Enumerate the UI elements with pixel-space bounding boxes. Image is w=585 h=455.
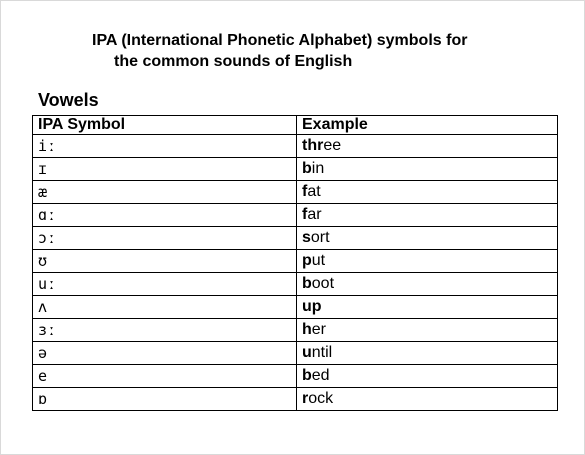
example-rest: ut [311, 252, 326, 269]
example-cell [297, 296, 558, 319]
example-highlight: h [302, 321, 312, 338]
example-cell [297, 227, 558, 250]
header-example: Example [297, 116, 558, 135]
title-line-1: IPA (International Phonetic Alphabet) symbols for [92, 32, 468, 49]
example-rest: ort [310, 229, 330, 246]
example-cell [297, 158, 558, 181]
ipa-symbol-cell: uː [33, 273, 297, 296]
example-highlight: thr [302, 137, 324, 154]
table-row [33, 181, 558, 204]
example-highlight: p [302, 252, 312, 269]
table-row [33, 273, 558, 296]
vowels-table [32, 115, 558, 411]
example-cell [297, 388, 558, 411]
title-line-2: the common sounds of English [114, 53, 353, 70]
ipa-symbol-cell: ɪ [33, 158, 297, 181]
example-highlight: f [302, 183, 308, 200]
table-row [33, 388, 558, 411]
example-rest: ee [323, 137, 342, 154]
table-row [33, 250, 558, 273]
ipa-symbol-cell: ɜː [33, 319, 297, 342]
table-header-row [33, 116, 558, 135]
example-highlight: r [302, 390, 309, 407]
example-rest: in [311, 160, 325, 177]
ipa-symbol-cell: ʊ [33, 250, 297, 273]
table-row [33, 365, 558, 388]
example-highlight: up [302, 298, 322, 315]
ipa-symbol-cell: ə [33, 342, 297, 365]
example-cell [297, 319, 558, 342]
example-highlight: b [302, 275, 312, 292]
example-highlight: f [302, 206, 308, 223]
table-row [33, 204, 558, 227]
example-rest: ed [311, 367, 330, 384]
example-rest: er [311, 321, 327, 338]
example-cell [297, 204, 558, 227]
example-highlight: s [302, 229, 311, 246]
table-row [33, 158, 558, 181]
table-row [33, 296, 558, 319]
example-rest: at [307, 183, 321, 200]
ipa-symbol-cell: æ [33, 181, 297, 204]
header-ipa-symbol: IPA Symbol [33, 116, 297, 135]
example-highlight: u [302, 344, 312, 361]
table-row [33, 227, 558, 250]
example-cell [297, 250, 558, 273]
example-rest: ock [308, 390, 334, 407]
example-highlight: b [302, 160, 312, 177]
table-row [33, 342, 558, 365]
example-cell [297, 342, 558, 365]
table-row [33, 319, 558, 342]
example-rest: oot [311, 275, 335, 292]
ipa-symbol-cell: ɒ [33, 388, 297, 411]
ipa-symbol-cell: ɑː [33, 204, 297, 227]
table-row [33, 135, 558, 158]
example-cell [297, 365, 558, 388]
example-rest: ar [307, 206, 322, 223]
ipa-symbol-cell: ʌ [33, 296, 297, 319]
example-cell [297, 135, 558, 158]
ipa-symbol-cell: iː [33, 135, 297, 158]
example-rest: ntil [311, 344, 333, 361]
example-cell [297, 181, 558, 204]
example-cell [297, 273, 558, 296]
ipa-symbol-cell: e [33, 365, 297, 388]
section-heading-vowels: Vowels [38, 90, 99, 110]
ipa-symbol-cell: ɔː [33, 227, 297, 250]
example-highlight: b [302, 367, 312, 384]
